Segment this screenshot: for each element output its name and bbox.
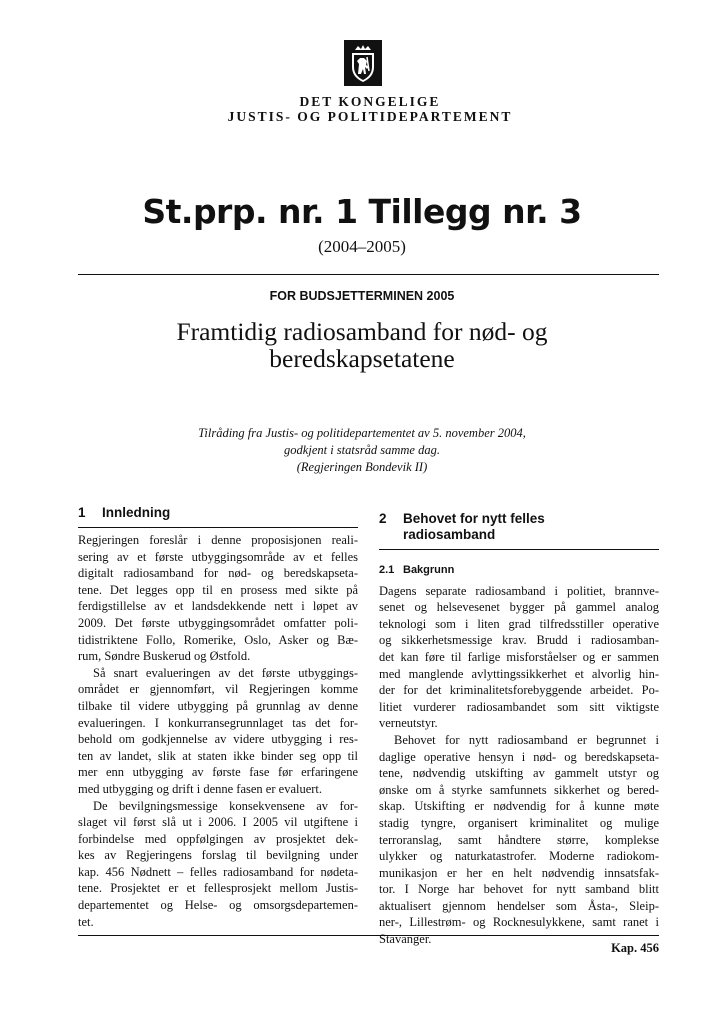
section-2-title-line1: Behovet for nytt felles [403,511,545,526]
text-line: slaget vil først slå ut i 2006. I 2005 vil utgiftene i [78,815,358,830]
text-line: tor. I Norge har behovet for nytt samband blitt [379,882,659,897]
text-line: tene, nødvendig utskifting av gammelt utstyr og [379,766,659,781]
text-line: aktualisert gjennom hendelser som Åsta-, Sleip- [379,898,659,913]
text-line: ønske om å styrke samfunnets sikkerhet og bered- [379,782,659,797]
text-line: Regjeringen foreslår i denne proposisjonen reali- [78,533,358,547]
text-line: med utbygging og drift i denne fasen er evaluert. [78,781,323,796]
recommendation [150,425,574,476]
section-2-number: 2 [379,511,387,526]
text-line: området er gjennomført, vil Regjeringen komme [78,682,358,697]
text-line: tene. Det legges opp til en prosess med sikte på [78,582,358,597]
section-2-body [379,583,659,948]
text-line: rum, Søndre Buskerud og Østfold. [78,649,251,664]
text-line: Behovet for nytt radiosamband er begrunnet i [394,732,659,747]
text-line: med manglende avlyttingssikkerhet et alvorlig hin- [379,666,659,681]
text-line: evalueringen. I konkurransegrunnlaget tas det for- [78,715,358,730]
text-line: det kan føre til farlige misforståelser og er sammen [379,649,659,664]
subject-title-line2: beredskapsetatene [269,344,455,373]
text-line: 2009. Det første utbyggingsområdet omfatter poli- [78,615,358,630]
department-name-line2: JUSTIS- OG POLITIDEPARTEMENT [227,109,513,124]
chapter-label: Kap. 456 [611,941,659,955]
document-title: St.prp. nr. 1 Tillegg nr. 3 [142,192,582,231]
recommendation-line1: Tilråding fra Justis- og politidepartementet av 5. november 2004, [198,426,526,440]
section-2-heading [379,511,659,550]
text-line: senet og helsevesenet bygger på gammel analog [379,600,659,615]
section-1-number: 1 [78,505,86,520]
text-line: Stavanger. [379,932,432,947]
text-line: ferdigstillelse av et landsdekkende nett i løpet av [78,599,358,614]
text-line: litiet vurderer radiosambandet som sitt viktigste [379,699,659,714]
section-1 [78,505,358,930]
text-line: og sikkerhetsmessige krav. Brudd i radiosamban- [379,633,659,648]
text-line: departementet og Helse- og omsorgsdepartemen- [78,898,358,913]
text-line: mer enn utbygging av første fase før erfaringene [78,765,358,780]
section-2-title [403,511,545,543]
text-line: terroranslag, samt håndtere større, komplekse [379,832,659,847]
text-line: Så snart evalueringen av det første utbyggings- [93,665,358,680]
text-line: der for det kriminalitetsforebyggende arbeidet. Po- [379,683,659,698]
text-line: munikasjon er her en helt nødvendig innsatsfak- [379,865,659,880]
section-1-title: Innledning [102,505,171,520]
text-line: stadig tyngre, organisert kriminalitet og mulige [379,815,659,830]
session-years: (2004–2005) [318,237,406,256]
text-line: daglige operative hensyn i nød- og beredskapseta- [379,749,659,764]
section-1-body [78,532,358,930]
text-line: tidistriktene Follo, Romerike, Oslo, Asker og Bæ- [78,632,358,647]
subsection-title: Bakgrunn [403,564,455,576]
text-line: skap. Utskifting er nødvendig for å kunne møte [379,799,659,814]
text-line: behold om godkjennelse av videre utbygging i res- [78,732,358,747]
text-line: ulykker og naturkatastrofer. Moderne radiokom- [379,849,659,864]
section-2-title-line2: radiosamband [403,527,496,542]
subsection-number: 2.1 [379,564,395,576]
text-line: ten av landet, slik at staten ikke binder seg opp til [78,748,358,763]
text-line: kes av Regjeringens forslag til bevilgning under [78,848,358,863]
text-line: ner-, Lillestrøm- og Rocknesulykkene, samt ranet i [379,915,659,930]
title-divider [78,274,659,275]
text-line: tet. [78,914,94,929]
department-name-line1: DET KONGELIGE [299,94,441,109]
text-line: verneutstyr. [379,716,438,731]
section-2 [379,511,659,948]
recommendation-line2: godkjent i statsråd samme dag. [284,443,440,457]
recommendation-line3: (Regjeringen Bondevik II) [296,460,428,474]
section-1-heading [78,505,358,528]
subject-title [150,318,574,372]
text-line: Dagens separate radiosamband i politiet, brannve- [379,583,659,598]
text-line: forbindelse med oppfølgingen av prosjektet dek- [78,831,358,846]
coat-of-arms-icon [344,40,382,86]
budget-term: FOR BUDSJETTERMINEN 2005 [269,289,455,303]
text-line: kap. 456 Nødnett – felles radiosamband for nødeta- [78,864,358,879]
text-line: tene. Prosjektet er et fellesprosjekt mellom Justis- [78,881,358,896]
text-line: De bevilgningsmessige konsekvensene av for- [93,798,358,813]
subsection-2-1-heading [379,562,659,579]
footer-divider [78,935,659,936]
text-line: tilbake til videre utbygging på grunnlag av denne [78,698,358,713]
text-line: teknologi som i liten grad tilfredsstiller operative [379,616,659,631]
text-line: sering av et første utbyggingsområde av et felles [78,549,358,564]
subject-title-line1: Framtidig radiosamband for nød- og [176,317,548,346]
text-line: digitalt radiosamband for nød- og beredskapseta- [78,566,358,581]
